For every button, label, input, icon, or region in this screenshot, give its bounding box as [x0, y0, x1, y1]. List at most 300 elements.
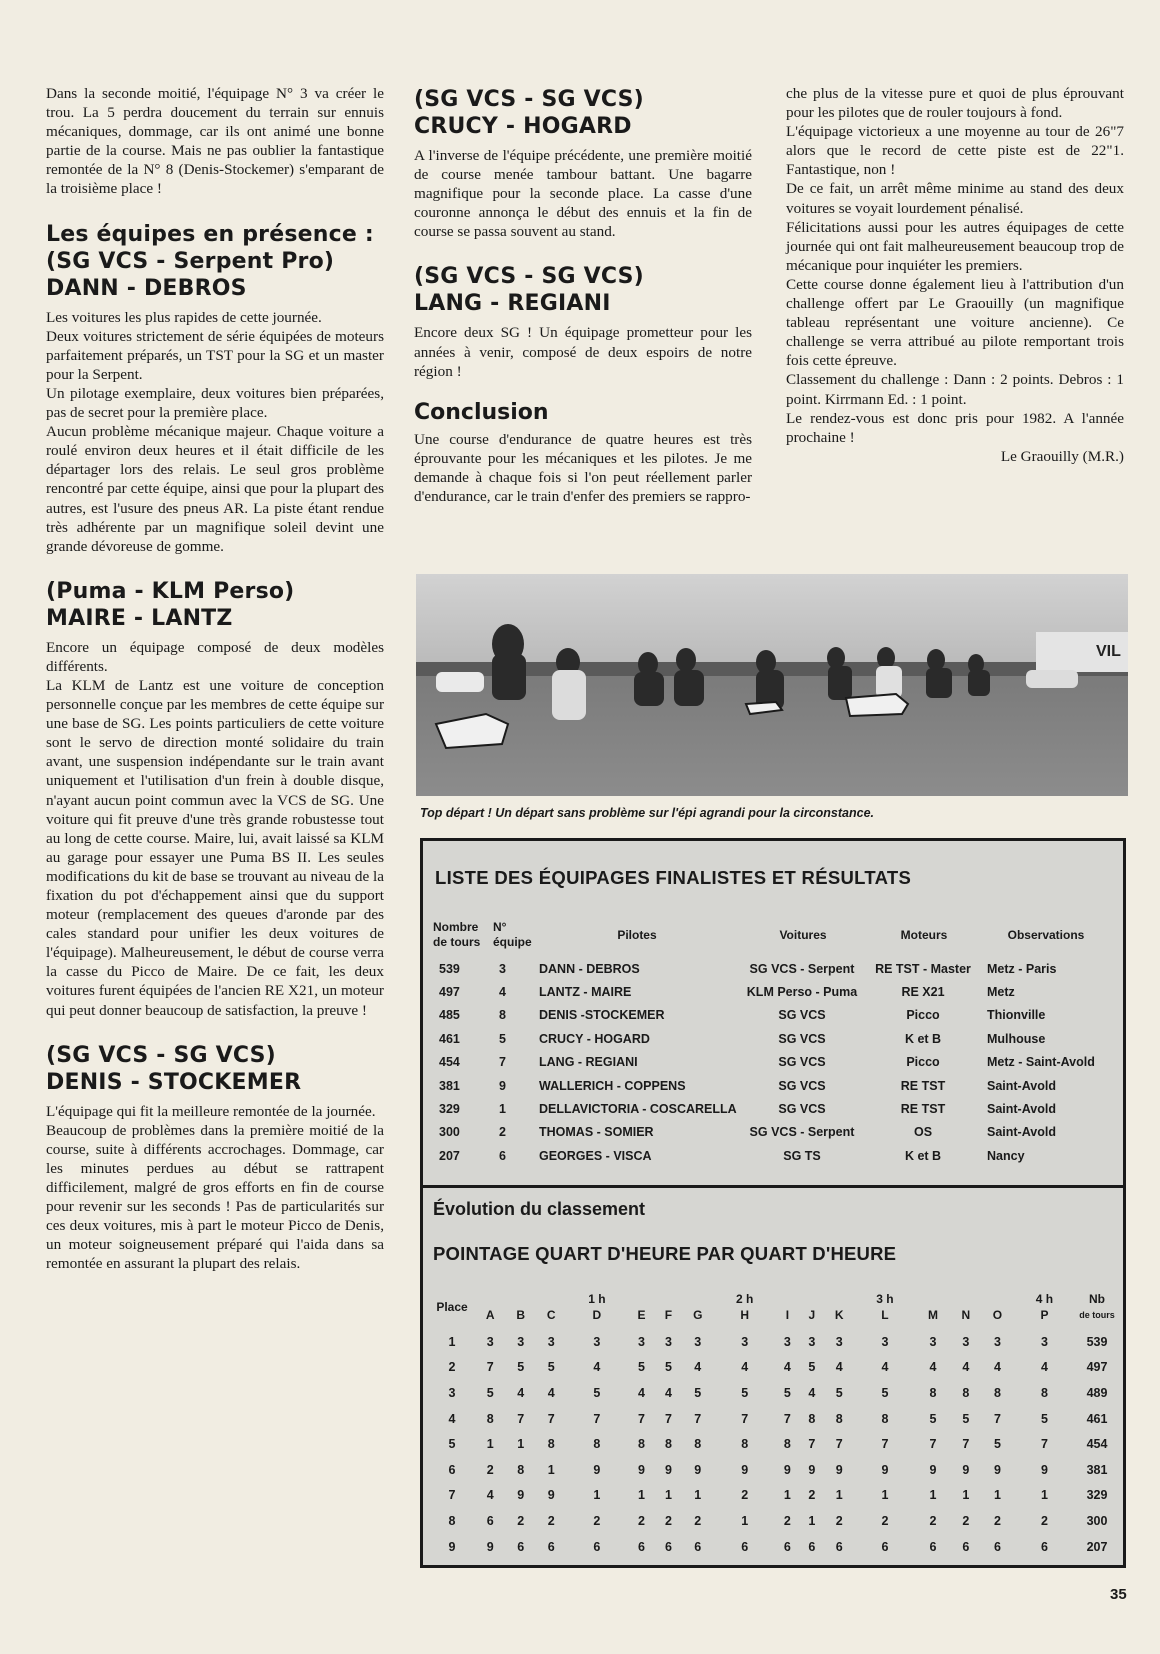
evolution-cell: 3 [1040, 1334, 1048, 1349]
evolution-cell: 9 [1040, 1462, 1048, 1477]
results-cell: Metz - Saint-Avold [987, 1055, 1095, 1070]
paragraph: Félicitations aussi pour les autres équipages de cette journée qui ont fait malheureusement beaucoup trop de mécanique pour inquiéter les premiers. [786, 218, 1124, 274]
evolution-cell: 7 [1040, 1437, 1048, 1452]
evolution-cell: 3 [637, 1334, 645, 1349]
evolution-cell: 7 [962, 1437, 970, 1452]
table-separator [423, 1185, 1123, 1188]
evolution-cell: 7 [593, 1411, 601, 1426]
results-cell: 8 [499, 1008, 506, 1023]
evolution-cell: 8 [664, 1437, 672, 1452]
results-cell: LANTZ - MAIRE [539, 985, 632, 1000]
conclusion-heading: Conclusion [414, 399, 549, 425]
results-cell: 461 [439, 1031, 460, 1046]
evolution-row [429, 1483, 1119, 1509]
evolution-cell: 9 [962, 1462, 970, 1477]
evolution-cell: 7 [808, 1437, 816, 1452]
paragraph: L'équipage qui fit la meilleure remontée de la journée. [46, 1102, 376, 1120]
evolution-cell: 7 [517, 1411, 525, 1426]
evolution-row [429, 1431, 1119, 1457]
results-cell: 7 [499, 1055, 506, 1070]
evolution-cell: 4 [881, 1360, 889, 1375]
results-cell: OS [913, 1125, 933, 1140]
col-header-quarter: M [928, 1308, 938, 1322]
evolution-cell: 3 [993, 1334, 1001, 1349]
evolution-cell: 8 [637, 1437, 645, 1452]
paragraph: A l'inverse de l'équipe précédente, une première moitié de course menée tambour battant. Une bagarre magnifique pour la seconde place. La casse d'une couronne annonça le début des ennuis et la fin de course se passa souvent au stand. [414, 147, 752, 241]
col-header-quarter: A [485, 1308, 495, 1322]
evolution-cell: 5 [783, 1385, 791, 1400]
evolution-cell: 7 [486, 1360, 494, 1375]
col-header-quarter: B [516, 1308, 526, 1322]
results-cell: Metz [987, 985, 1015, 1000]
evolution-cell: 6 [486, 1513, 494, 1528]
results-cell: CRUCY - HOGARD [539, 1031, 650, 1046]
col-header-pilotes: Pilotes [617, 927, 657, 942]
evolution-cell: 3 [517, 1334, 525, 1349]
evolution-cell: 6 [993, 1539, 1001, 1554]
evolution-cell: 5 [694, 1385, 702, 1400]
results-row [431, 1144, 1111, 1167]
evolution-cell: 6 [835, 1539, 843, 1554]
evolution-cell: 4 [808, 1385, 816, 1400]
paragraph: Les voitures les plus rapides de cette journée. [46, 308, 322, 326]
evolution-cell: 4 [664, 1385, 672, 1400]
evolution-cell: 5 [448, 1437, 456, 1452]
results-cell: K et B [904, 1031, 942, 1046]
evolution-cell: 9 [808, 1462, 816, 1477]
evolution-cell: 1 [962, 1488, 970, 1503]
page-number: 35 [1110, 1586, 1127, 1603]
evolution-cell: 5 [1040, 1411, 1048, 1426]
evolution-cell: 4 [929, 1360, 937, 1375]
evolution-cell: 3 [694, 1334, 702, 1349]
evolution-cell: 1 [881, 1488, 889, 1503]
section-heading-lang-regiani: (SG VCS - SG VCS) LANG - REGIANI [414, 264, 644, 317]
results-cell: RE X21 [901, 985, 945, 1000]
col-header-quarter: N [961, 1308, 971, 1322]
evolution-cell: 1 [664, 1488, 672, 1503]
evolution-cell: 8 [835, 1411, 843, 1426]
col-header-equipe: N° équipe [493, 920, 532, 949]
evolution-cell: 3 [741, 1334, 749, 1349]
evolution-cell: 2 [1040, 1513, 1048, 1528]
section-heading-maire-lantz: (Puma - KLM Perso) MAIRE - LANTZ [46, 578, 295, 631]
paragraph: Classement du challenge : Dann : 2 points. Debros : 1 point. Kirrmann Ed. : 1 point. [786, 371, 1124, 408]
results-cell: SG VCS [778, 1031, 826, 1046]
evolution-cell: 9 [993, 1462, 1001, 1477]
evolution-cell: 5 [929, 1411, 937, 1426]
evolution-cell: 4 [637, 1385, 645, 1400]
evolution-cell: 7 [448, 1488, 456, 1503]
evolution-cell: 5 [962, 1411, 970, 1426]
evolution-cell: 8 [929, 1385, 937, 1400]
evolution-cell: 1 [741, 1513, 749, 1528]
results-cell: SG TS [783, 1148, 821, 1163]
evolution-cell: 9 [448, 1539, 456, 1554]
paragraph: Beaucoup de problèmes dans la première moitié de la course, suite à différents accrochages. Dommage, car les minutes perdues au début se rattrapent difficilement, malgré de gros efforts en fin de course pour revenir sur les seconds ! Pas de particularités sur ces deux voitures, mis à part le moteur Picco de Denis, un moteur soigneusement préparé qui l'aida dans sa remontée en assurant la plupart des relais. [46, 1121, 384, 1273]
evolution-cell: 3 [835, 1334, 843, 1349]
results-header-row [431, 913, 1111, 957]
evolution-cell: 4 [694, 1360, 702, 1375]
evolution-cell: 3 [783, 1334, 791, 1349]
evolution-cell: 300 [1086, 1513, 1108, 1528]
results-cell: SG VCS [778, 1102, 826, 1117]
evolution-cell: 8 [517, 1462, 525, 1477]
evolution-cell: 2 [664, 1513, 672, 1528]
results-cell: RE TST - Master [875, 961, 971, 976]
results-cell: SG VCS - Serpent [749, 1125, 855, 1140]
evolution-cell: 1 [448, 1334, 456, 1349]
results-cell: 2 [499, 1125, 506, 1140]
evolution-row [429, 1457, 1119, 1483]
results-box [420, 838, 1126, 1568]
col-header-moteurs: Moteurs [900, 927, 948, 942]
evolution-cell: 2 [783, 1513, 791, 1528]
evolution-cell: 5 [593, 1385, 601, 1400]
evolution-cell: 1 [929, 1488, 937, 1503]
results-cell: K et B [904, 1148, 942, 1163]
results-row [431, 1004, 1111, 1027]
evolution-cell: 3 [593, 1334, 601, 1349]
evolution-cell: 5 [637, 1360, 645, 1375]
evolution-cell: 2 [835, 1513, 843, 1528]
col-header-quarter: J [808, 1308, 816, 1322]
evolution-cell: 6 [741, 1539, 749, 1554]
results-cell: DELLAVICTORIA - COSCARELLA [539, 1102, 737, 1117]
evolution-cell: 9 [593, 1462, 601, 1477]
svg-text:VIL: VIL [1096, 643, 1121, 660]
evolution-row [429, 1534, 1119, 1560]
evolution-cell: 9 [835, 1462, 843, 1477]
results-cell: DANN - DEBROS [539, 961, 640, 976]
evolution-cell: 1 [783, 1488, 791, 1503]
evolution-table [429, 1285, 1119, 1559]
evolution-cell: 1 [1040, 1488, 1048, 1503]
evolution-cell: 2 [808, 1488, 816, 1503]
results-cell: 454 [439, 1055, 460, 1070]
results-cell: WALLERICH - COPPENS [539, 1078, 686, 1093]
evolution-cell: 7 [929, 1437, 937, 1452]
section-heading-dann-debros: Les équipes en présence : (SG VCS - Serpent Pro) DANN - DEBROS [46, 221, 374, 301]
paragraph: Une course d'endurance de quatre heures est très éprouvante pour les mécaniques et les pilotes. Je me demande à chaque fois si l'on peut réellement parler d'endurance, car le train d'enfer des premiers se rappro- [414, 430, 752, 506]
results-cell: SG VCS [778, 1078, 826, 1093]
evolution-cell: 9 [783, 1462, 791, 1477]
evolution-cell: 461 [1086, 1411, 1108, 1426]
results-cell: 1 [499, 1102, 506, 1117]
evolution-cell: 4 [547, 1385, 555, 1400]
results-cell: 207 [439, 1148, 460, 1163]
evolution-cell: 9 [637, 1462, 645, 1477]
evolution-cell: 4 [835, 1360, 843, 1375]
evolution-cell: 7 [741, 1411, 749, 1426]
evolution-cell: 6 [694, 1539, 702, 1554]
results-table [431, 913, 1111, 1168]
evolution-cell: 2 [448, 1360, 456, 1375]
evolution-cell: 2 [929, 1513, 937, 1528]
article-column-1 [46, 84, 384, 1274]
evolution-cell: 4 [783, 1360, 791, 1375]
evolution-cell: 7 [783, 1411, 791, 1426]
paragraph: Deux voitures strictement de série équipées de moteurs parfaitement préparés, un TST pour la SG et un master pour la Serpent. [46, 327, 384, 383]
results-cell: Thionville [987, 1008, 1046, 1023]
results-row [431, 1051, 1111, 1074]
col-header-quarter: C [546, 1308, 556, 1322]
results-cell: KLM Perso - Puma [746, 985, 858, 1000]
evolution-row [429, 1508, 1119, 1534]
evolution-cell: 5 [517, 1360, 525, 1375]
evolution-cell: 9 [664, 1462, 672, 1477]
results-cell: DENIS -STOCKEMER [539, 1008, 665, 1023]
results-row [431, 1097, 1111, 1120]
evolution-cell: 8 [881, 1411, 889, 1426]
photo-caption: Top départ ! Un départ sans problème sur l'épi agrandi pour la circonstance. [420, 806, 874, 820]
evolution-cell: 3 [881, 1334, 889, 1349]
results-cell: Saint-Avold [987, 1102, 1056, 1117]
section-heading-denis-stockemer: (SG VCS - SG VCS) DENIS - STOCKEMER [46, 1042, 302, 1095]
col-header-quarter: E [637, 1308, 646, 1322]
results-cell: Metz - Paris [987, 961, 1057, 976]
evolution-cell: 6 [517, 1539, 525, 1554]
results-cell: LANG - REGIANI [539, 1055, 638, 1070]
results-cell: 300 [439, 1125, 460, 1140]
results-cell: GEORGES - VISCA [539, 1148, 652, 1163]
evolution-cell: 8 [486, 1411, 494, 1426]
evolution-cell: 9 [741, 1462, 749, 1477]
article-column-3 [786, 84, 1124, 466]
paragraph: Dans la seconde moitié, l'équipage N° 3 va créer le trou. La 5 perdra doucement du terrain sur ennuis mécaniques, dommage, car ils ont animé une bonne partie de la course. Mais ne pas oublier la fantastique remontée de la N° 8 (Denis-Stockemer) s'emparant de la troisième place ! [46, 85, 384, 198]
evolution-cell: 6 [783, 1539, 791, 1554]
col-header-quarter: O [992, 1308, 1003, 1322]
evolution-cell: 8 [448, 1513, 456, 1528]
evolution-cell: 454 [1086, 1437, 1108, 1452]
evolution-cell: 8 [593, 1437, 601, 1452]
evolution-cell: 8 [962, 1385, 970, 1400]
results-cell: 5 [499, 1031, 506, 1046]
paragraph: Un pilotage exemplaire, deux voitures bien préparées, pas de secret pour la première place. [46, 384, 384, 422]
paragraph: De ce fait, un arrêt même minime au stand des deux voitures se voyait lourdement pénalisé. [786, 180, 1124, 217]
author-signature: Le Graouilly (M.R.) [1000, 447, 1124, 465]
evolution-cell: 1 [517, 1437, 525, 1452]
evolution-cell: 9 [547, 1488, 555, 1503]
evolution-cell: 6 [664, 1539, 672, 1554]
evolution-cell: 2 [881, 1513, 889, 1528]
evolution-cell: 5 [993, 1437, 1001, 1452]
results-cell: 4 [499, 985, 506, 1000]
evolution-cell: 9 [929, 1462, 937, 1477]
evolution-cell: 6 [448, 1462, 456, 1477]
evolution-cell: 7 [835, 1437, 843, 1452]
evolution-cell: 6 [881, 1539, 889, 1554]
evolution-cell: 3 [962, 1334, 970, 1349]
evolution-cell: 3 [664, 1334, 672, 1349]
col-header-quarter: 3 h L [876, 1292, 894, 1322]
evolution-cell: 7 [547, 1411, 555, 1426]
evolution-cell: 8 [547, 1437, 555, 1452]
paragraph: L'équipage victorieux a une moyenne au tour de 26"7 alors que le record de cette piste est de 22"1. Fantastique, non ! [786, 123, 1124, 179]
evolution-cell: 7 [694, 1411, 702, 1426]
evolution-cell: 4 [517, 1385, 525, 1400]
evolution-cell: 1 [547, 1462, 555, 1477]
evolution-cell: 9 [881, 1462, 889, 1477]
evolution-cell: 3 [448, 1385, 456, 1400]
evolution-cell: 1 [637, 1488, 645, 1503]
paragraph: Encore un équipage composé de deux modèles différents. [46, 638, 384, 675]
col-header-quarter: 2 h H [735, 1292, 754, 1322]
evolution-cell: 8 [783, 1437, 791, 1452]
results-cell: Mulhouse [987, 1031, 1046, 1046]
results-cell: RE TST [900, 1078, 946, 1093]
race-start-photo [416, 574, 1128, 796]
evolution-title: Évolution du classement [433, 1199, 646, 1219]
evolution-cell: 329 [1086, 1488, 1108, 1503]
evolution-cell: 7 [664, 1411, 672, 1426]
evolution-cell: 4 [993, 1360, 1001, 1375]
evolution-cell: 1 [593, 1488, 601, 1503]
evolution-cell: 5 [835, 1385, 843, 1400]
evolution-cell: 6 [929, 1539, 937, 1554]
evolution-cell: 6 [593, 1539, 601, 1554]
evolution-cell: 8 [993, 1385, 1001, 1400]
paragraph: La KLM de Lantz est une voiture de conception personnelle conçue par les membres de cette équipe sur une base de SG. Les points particuliers de cette voiture sont le servo de direction monté solidaire du train avant, une suspension indépendante sur le train avant uniquement et l'utilisation d'un frein à double disque, n'ayant aucun point commun avec la VCS de SG. Une voiture qui fit preuve d'une très grande robustesse tout au long de cette course. Maire, lui, avait laissé sa KLM au garage pour essayer une Puma BS II. Les seules modifications du kit de base se trouvant au niveau de la fixation du pot d'échappement ainsi que du support moteur (remplacement des queues d'aronde par des cales standard pour unifier les deux voitures de l'équipage). Malheureusement, le début de course verra la casse du Picco de Maire. De ce fait, les deux voitures furent équipées de l'ancien RE X21, un moteur qui peut donner beaucoup de satisfaction, la preuve ! [46, 676, 384, 1019]
evolution-row [429, 1355, 1119, 1381]
evolution-cell: 4 [741, 1360, 749, 1375]
evolution-cell: 5 [881, 1385, 889, 1400]
evolution-cell: 6 [962, 1539, 970, 1554]
evolution-cell: 2 [486, 1462, 494, 1477]
results-row [431, 957, 1111, 980]
evolution-cell: 2 [694, 1513, 702, 1528]
results-cell: THOMAS - SOMIER [539, 1125, 654, 1140]
results-cell: SG VCS - Serpent [749, 961, 855, 976]
evolution-cell: 2 [593, 1513, 601, 1528]
col-header-tours: Nombre de tours [433, 920, 481, 949]
col-header-place: Place [436, 1300, 468, 1314]
evolution-cell: 5 [664, 1360, 672, 1375]
evolution-cell: 3 [808, 1334, 816, 1349]
evolution-cell: 4 [962, 1360, 970, 1375]
results-cell: 9 [499, 1078, 506, 1093]
evolution-cell: 539 [1086, 1334, 1108, 1349]
evolution-cell: 8 [741, 1437, 749, 1452]
evolution-row [429, 1329, 1119, 1355]
results-cell: Saint-Avold [987, 1078, 1056, 1093]
results-title: LISTE DES ÉQUIPAGES FINALISTES ET RÉSULTATS [435, 867, 912, 888]
evolution-cell: 4 [593, 1360, 601, 1375]
col-header-quarter: 4 h P [1035, 1292, 1054, 1322]
evolution-row [429, 1406, 1119, 1432]
paragraph: Aucun problème mécanique majeur. Chaque voiture a roulé environ deux heures et il était difficile de les départager lors des relais. Le seul gros problème rencontré par cette équipe, ainsi que pour la plupart des autres, est l'usure des pneus AR. La piste étant rendue très adhérente par un magnifique soleil devint une grande dévoreuse de gomme. [46, 423, 384, 555]
evolution-row [429, 1380, 1119, 1406]
evolution-cell: 4 [486, 1488, 494, 1503]
paragraph: che plus de la vitesse pure et quoi de plus éprouvant pour les pilotes que de rouler toujours à fond. [786, 85, 1124, 122]
evolution-cell: 6 [547, 1539, 555, 1554]
results-cell: Picco [906, 1055, 940, 1070]
evolution-cell: 7 [637, 1411, 645, 1426]
evolution-cell: 2 [517, 1513, 525, 1528]
evolution-cell: 9 [694, 1462, 702, 1477]
evolution-cell: 5 [547, 1360, 555, 1375]
evolution-cell: 3 [547, 1334, 555, 1349]
evolution-cell: 9 [517, 1488, 525, 1503]
results-cell: 381 [439, 1078, 460, 1093]
evolution-cell: 5 [808, 1360, 816, 1375]
paragraph: Cette course donne également lieu à l'attribution d'un challenge offert par Le Graouilly (un magnifique tableau représentant une voiture ancienne). Ce challenge se verra attribué au pilote remportant trois fois cette épreuve. [786, 275, 1124, 370]
results-cell: 497 [439, 985, 460, 1000]
col-header-quarter: F [664, 1308, 673, 1322]
paragraph: Le rendez-vous est donc pris pour 1982. A l'année prochaine ! [786, 409, 1124, 446]
evolution-cell: 3 [929, 1334, 937, 1349]
evolution-cell: 207 [1086, 1539, 1108, 1554]
section-heading-crucy-hogard: (SG VCS - SG VCS) CRUCY - HOGARD [414, 87, 644, 139]
evolution-cell: 2 [962, 1513, 970, 1528]
results-cell: 6 [499, 1148, 506, 1163]
col-header-nb-tours: Nb de tours [1079, 1292, 1115, 1320]
results-cell: SG VCS [778, 1008, 826, 1023]
evolution-cell: 1 [486, 1437, 494, 1452]
results-row [431, 1121, 1111, 1144]
results-row [431, 980, 1111, 1003]
evolution-cell: 489 [1086, 1385, 1108, 1400]
evolution-cell: 381 [1086, 1462, 1108, 1477]
evolution-cell: 7 [881, 1437, 889, 1452]
evolution-cell: 9 [486, 1539, 494, 1554]
evolution-cell: 1 [993, 1488, 1001, 1503]
evolution-cell: 4 [448, 1411, 456, 1426]
evolution-cell: 5 [486, 1385, 494, 1400]
col-header-observations: Observations [1007, 927, 1085, 942]
evolution-cell: 7 [993, 1411, 1001, 1426]
evolution-cell: 8 [1040, 1385, 1048, 1400]
evolution-cell: 6 [808, 1539, 816, 1554]
evolution-cell: 497 [1086, 1360, 1108, 1375]
results-cell: Saint-Avold [987, 1125, 1056, 1140]
results-cell: 3 [499, 961, 506, 976]
evolution-subtitle: POINTAGE QUART D'HEURE PAR QUART D'HEURE [433, 1243, 897, 1264]
col-header-voitures: Voitures [779, 927, 827, 942]
results-row [431, 1027, 1111, 1050]
evolution-cell: 6 [637, 1539, 645, 1554]
results-row [431, 1074, 1111, 1097]
evolution-cell: 1 [835, 1488, 843, 1503]
results-cell: 485 [439, 1008, 460, 1023]
results-cell: Picco [906, 1008, 940, 1023]
col-header-quarter: G [693, 1308, 703, 1322]
col-header-quarter: 1 h D [588, 1292, 606, 1322]
evolution-cell: 2 [637, 1513, 645, 1528]
evolution-cell: 2 [741, 1488, 749, 1503]
results-cell: Nancy [987, 1148, 1025, 1163]
results-cell: SG VCS [778, 1055, 826, 1070]
evolution-cell: 6 [1040, 1539, 1048, 1554]
article-column-2 [414, 86, 752, 506]
evolution-cell: 1 [808, 1513, 816, 1528]
evolution-cell: 4 [1040, 1360, 1048, 1375]
evolution-cell: 8 [808, 1411, 816, 1426]
evolution-cell: 8 [694, 1437, 702, 1452]
col-header-quarter: I [785, 1308, 790, 1322]
evolution-cell: 2 [993, 1513, 1001, 1528]
results-cell: 539 [439, 961, 460, 976]
paragraph: Encore deux SG ! Un équipage prometteur pour les années à venir, composé de deux espoirs de notre région ! [414, 324, 752, 380]
evolution-cell: 1 [694, 1488, 702, 1503]
results-cell: RE TST [900, 1102, 946, 1117]
evolution-header-row [429, 1285, 1119, 1329]
evolution-cell: 2 [547, 1513, 555, 1528]
results-cell: 329 [439, 1102, 460, 1117]
col-header-quarter: K [834, 1308, 844, 1322]
evolution-cell: 5 [741, 1385, 749, 1400]
evolution-cell: 3 [486, 1334, 494, 1349]
